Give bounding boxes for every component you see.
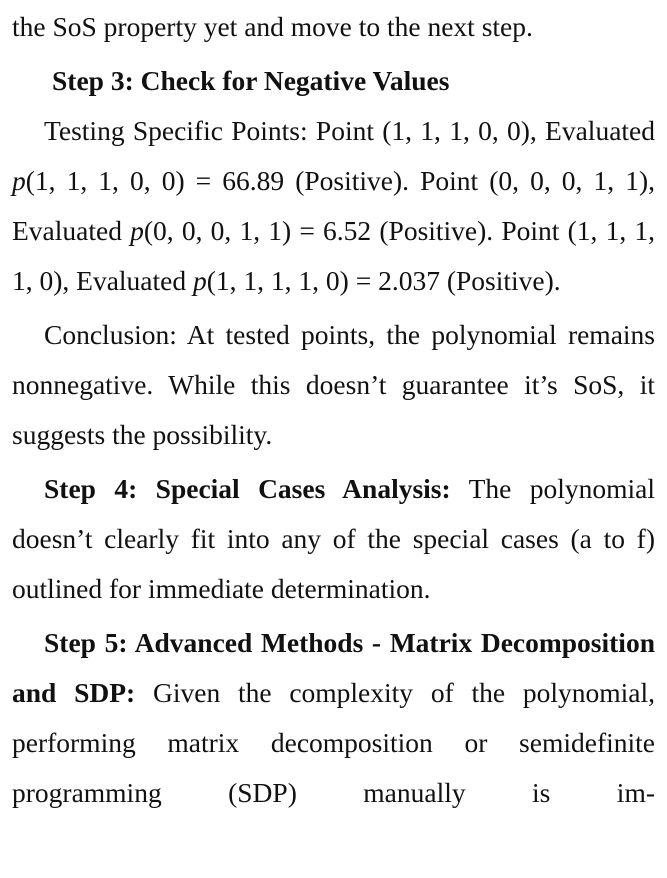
- expr2-fn: p: [130, 215, 144, 246]
- step5-label: Step 5: Advanced Methods - Matrix Decomposition and SDP:: [12, 627, 655, 708]
- step3-text-d: = 2.037 (Positive).: [348, 265, 561, 296]
- step5-text: Given the complexity of the polynomial, performing matrix decomposition or semidefinite programming (SDP) manually is im-: [12, 677, 655, 808]
- expr1-args: (1, 1, 1, 0, 0): [25, 165, 185, 196]
- expr3-fn: p: [192, 265, 207, 296]
- step5-paragraph: [12, 618, 655, 818]
- expr3-args: (1, 1, 1, 1, 0): [206, 265, 349, 296]
- step4-label: Step 4: Special Cases Analysis:: [44, 473, 451, 504]
- step3-points-paragraph: [12, 106, 655, 306]
- expr1-fn: p: [12, 165, 26, 196]
- step3-heading: Step 3: Check for Negative Values: [52, 65, 450, 96]
- step4-paragraph: [12, 464, 655, 614]
- intro-line: the SoS property yet and move to the next step.: [12, 11, 533, 42]
- step3-conclusion: Conclusion: At tested points, the polynomial remains nonnegative. While this doesn’t guarantee it’s SoS, it suggests the possibility.: [12, 319, 655, 450]
- step3-text-c: = 6.52 (Positive). Point (1, 1, 1, 1, 0), Evaluated: [12, 215, 656, 296]
- document-page: [12, 2, 655, 818]
- step4-text: The polynomial doesn’t clearly fit into any of the special cases (a to f) outlined for immediate determination.: [12, 473, 655, 604]
- step3-text-a: Testing Specific Points: Point (1, 1, 1, 0, 0), Evaluated: [44, 115, 655, 146]
- expr2-args: (0, 0, 0, 1, 1): [143, 215, 292, 246]
- step3-text-b: = 66.89 (Positive). Point (0, 0, 0, 1, 1), Evaluated: [12, 165, 655, 246]
